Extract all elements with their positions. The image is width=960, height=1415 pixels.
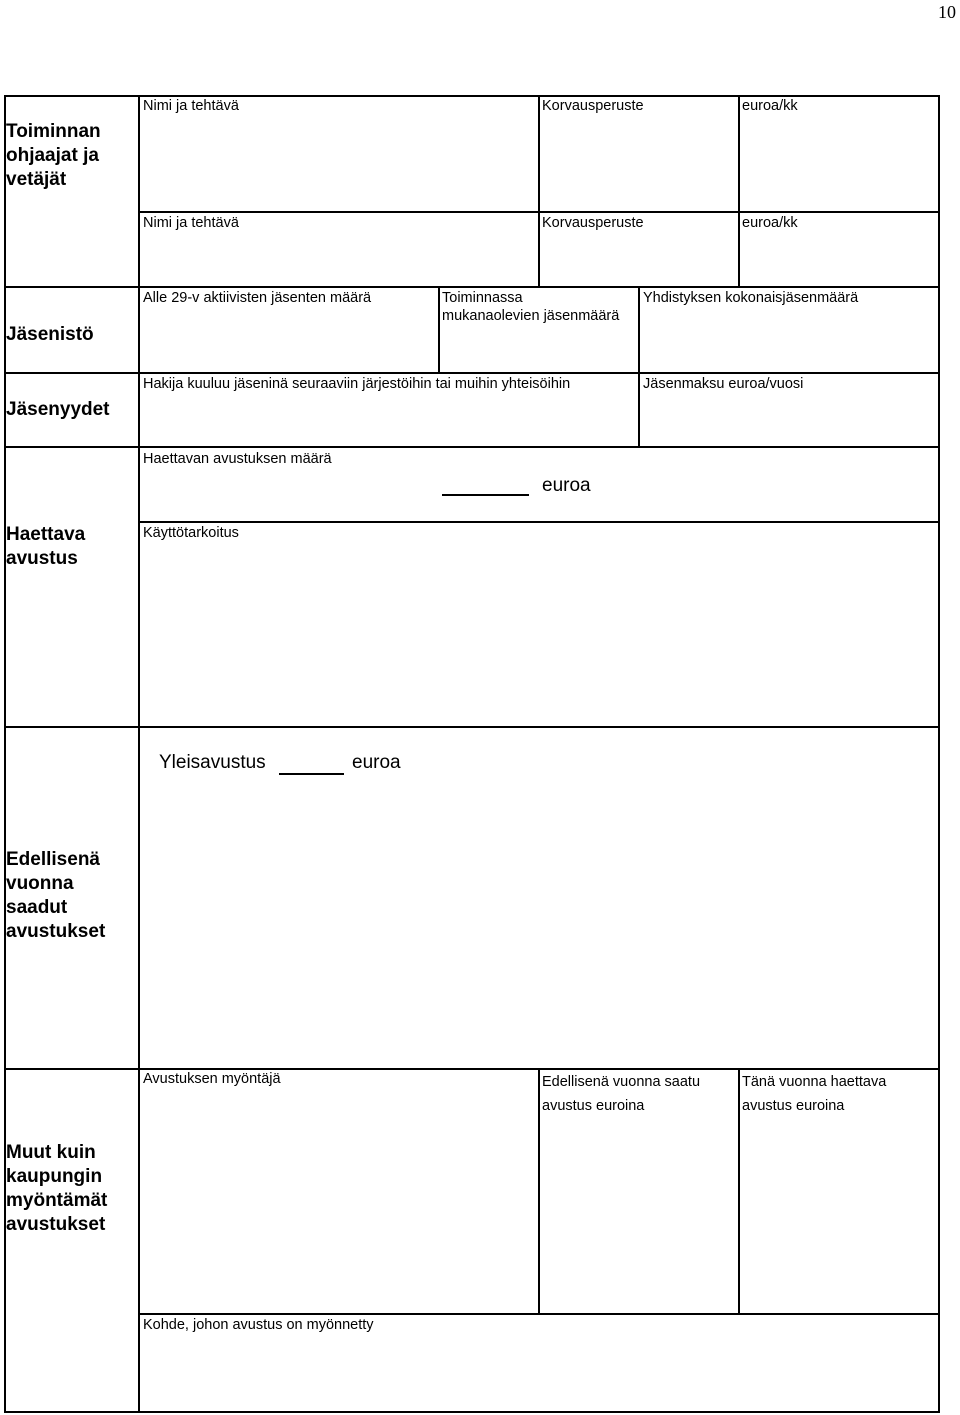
general-grant-blank[interactable]: [279, 773, 344, 775]
section-requested-title: Haettava avustus: [6, 524, 86, 569]
leaders-col-divider: [738, 95, 740, 288]
requested-row-divider: [138, 521, 940, 523]
leader-name-field[interactable]: Nimi ja tehtävä: [143, 215, 239, 231]
involved-members-label-line2: mukanaolevien jäsenmäärä: [442, 308, 620, 324]
section-previous-title: Edellisenä vuonna saadut avustukset: [6, 849, 106, 942]
other-col-divider: [538, 1068, 540, 1315]
leader-name-field[interactable]: Nimi ja tehtävä: [143, 98, 239, 114]
general-grant-label: Yleisavustus: [159, 752, 266, 773]
memberships-col-divider: [638, 372, 640, 448]
member-organizations-field[interactable]: Hakija kuuluu jäseninä seuraaviin järjestöihin tai muihin yhteisöihin: [143, 376, 571, 392]
general-grant-currency: euroa: [352, 752, 401, 773]
under29-members-field[interactable]: Alle 29-v aktiivisten jäsenten määrä: [143, 290, 372, 306]
requested-amount-label: Haettavan avustuksen määrä: [143, 451, 332, 467]
involved-members-field[interactable]: [442, 289, 619, 325]
section-memberships-title: Jäsenyydet: [6, 399, 110, 420]
purpose-field[interactable]: Käyttötarkoitus: [143, 525, 239, 541]
section-leaders-title: Toiminnan ohjaajat ja vetäjät: [6, 121, 101, 190]
membership-fee-field[interactable]: Jäsenmaksu euroa/vuosi: [643, 376, 804, 392]
grant-target-field[interactable]: Kohde, johon avustus on myönnetty: [143, 1317, 374, 1333]
grantor-field[interactable]: Avustuksen myöntäjä: [143, 1071, 281, 1087]
total-members-field[interactable]: Yhdistyksen kokonaisjäsenmäärä: [643, 290, 859, 306]
members-col-divider: [638, 286, 640, 374]
requested-amount-blank[interactable]: [442, 494, 529, 496]
section-divider: [4, 372, 940, 374]
requested-currency-label: euroa: [542, 475, 591, 496]
involved-members-label-line1: Toiminnassa: [442, 290, 523, 306]
prev-year-grant-label-line2: avustus euroina: [542, 1098, 645, 1114]
prev-year-grant-field[interactable]: [542, 1070, 700, 1118]
this-year-grant-label-line1: Tänä vuonna haettava: [742, 1074, 887, 1090]
prev-year-grant-label-line1: Edellisenä vuonna saatu: [542, 1074, 701, 1090]
label-column-divider: [138, 95, 140, 1413]
section-divider: [4, 726, 940, 728]
section-divider: [4, 286, 940, 288]
leader-amount-field[interactable]: euroa/kk: [742, 215, 798, 231]
leader-amount-field[interactable]: euroa/kk: [742, 98, 798, 114]
this-year-grant-field[interactable]: [742, 1070, 886, 1118]
section-divider: [4, 446, 940, 448]
section-members-title: Jäsenistö: [6, 324, 94, 345]
this-year-grant-label-line2: avustus euroina: [742, 1098, 845, 1114]
leaders-col-divider: [538, 95, 540, 288]
leader-basis-field[interactable]: Korvausperuste: [542, 98, 644, 114]
section-other-title: Muut kuin kaupungin myöntämät avustukset: [6, 1142, 108, 1235]
leader-basis-field[interactable]: Korvausperuste: [542, 215, 644, 231]
members-col-divider: [438, 286, 440, 374]
other-col-divider: [738, 1068, 740, 1315]
page-number: 10: [938, 2, 956, 22]
